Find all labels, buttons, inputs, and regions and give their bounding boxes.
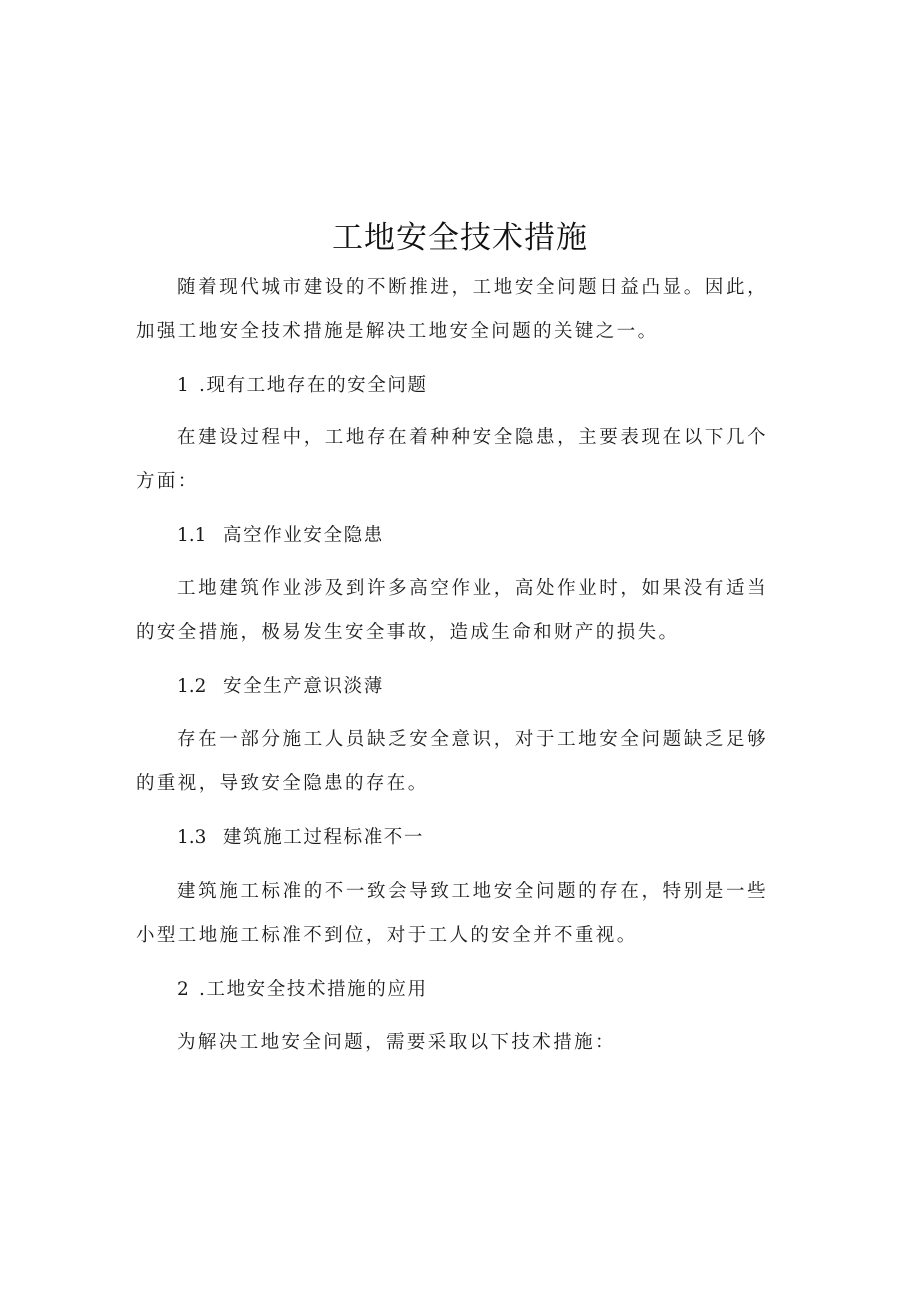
- section-heading-text: .现有工地存在的安全问题: [199, 375, 428, 396]
- subsection-number: 1.3: [177, 827, 207, 848]
- subsection-1-1-paragraph: 工地建筑作业涉及到许多高空作业，高处作业时，如果没有适当的安全措施，极易发生安全事故，造成生命和财产的损失。: [136, 578, 768, 643]
- section-2-heading: [177, 968, 777, 1012]
- section-1-paragraph: 在建设过程中，工地存在着种种安全隐患，主要表现在以下几个方面：: [136, 427, 768, 492]
- subsection-1-3-paragraph: 建筑施工标准的不一致会导致工地安全问题的存在，特别是一些小型工地施工标准不到位，对于工人的安全并不重视。: [136, 881, 768, 946]
- section-1-heading: [177, 364, 777, 408]
- document-title: 工地安全技术措施: [332, 220, 588, 256]
- section-number: 2: [177, 979, 189, 1000]
- section-heading-text: .工地安全技术措施的应用: [199, 979, 428, 1000]
- subsection-1-3-heading: [177, 816, 777, 860]
- intro-paragraph: 随着现代城市建设的不断推进，工地安全问题日益凸显。因此，加强工地安全技术措施是解决工地安全问题的关键之一。: [136, 277, 768, 342]
- subsection-heading-text: 高空作业安全隐患: [223, 525, 384, 546]
- subsection-number: 1.1: [177, 525, 207, 546]
- subsection-number: 1.2: [177, 676, 207, 697]
- subsection-1-1-heading: [177, 514, 777, 558]
- subsection-heading-text: 建筑施工过程标准不一: [223, 827, 425, 848]
- section-2-paragraph: 为解决工地安全问题，需要采取以下技术措施：: [177, 1032, 616, 1053]
- subsection-1-2-paragraph: 存在一部分施工人员缺乏安全意识，对于工地安全问题缺乏足够的重视，导致安全隐患的存在。: [136, 729, 768, 794]
- subsection-heading-text: 安全生产意识淡薄: [223, 676, 384, 697]
- section-number: 1: [177, 375, 189, 396]
- subsection-1-2-heading: [177, 665, 777, 709]
